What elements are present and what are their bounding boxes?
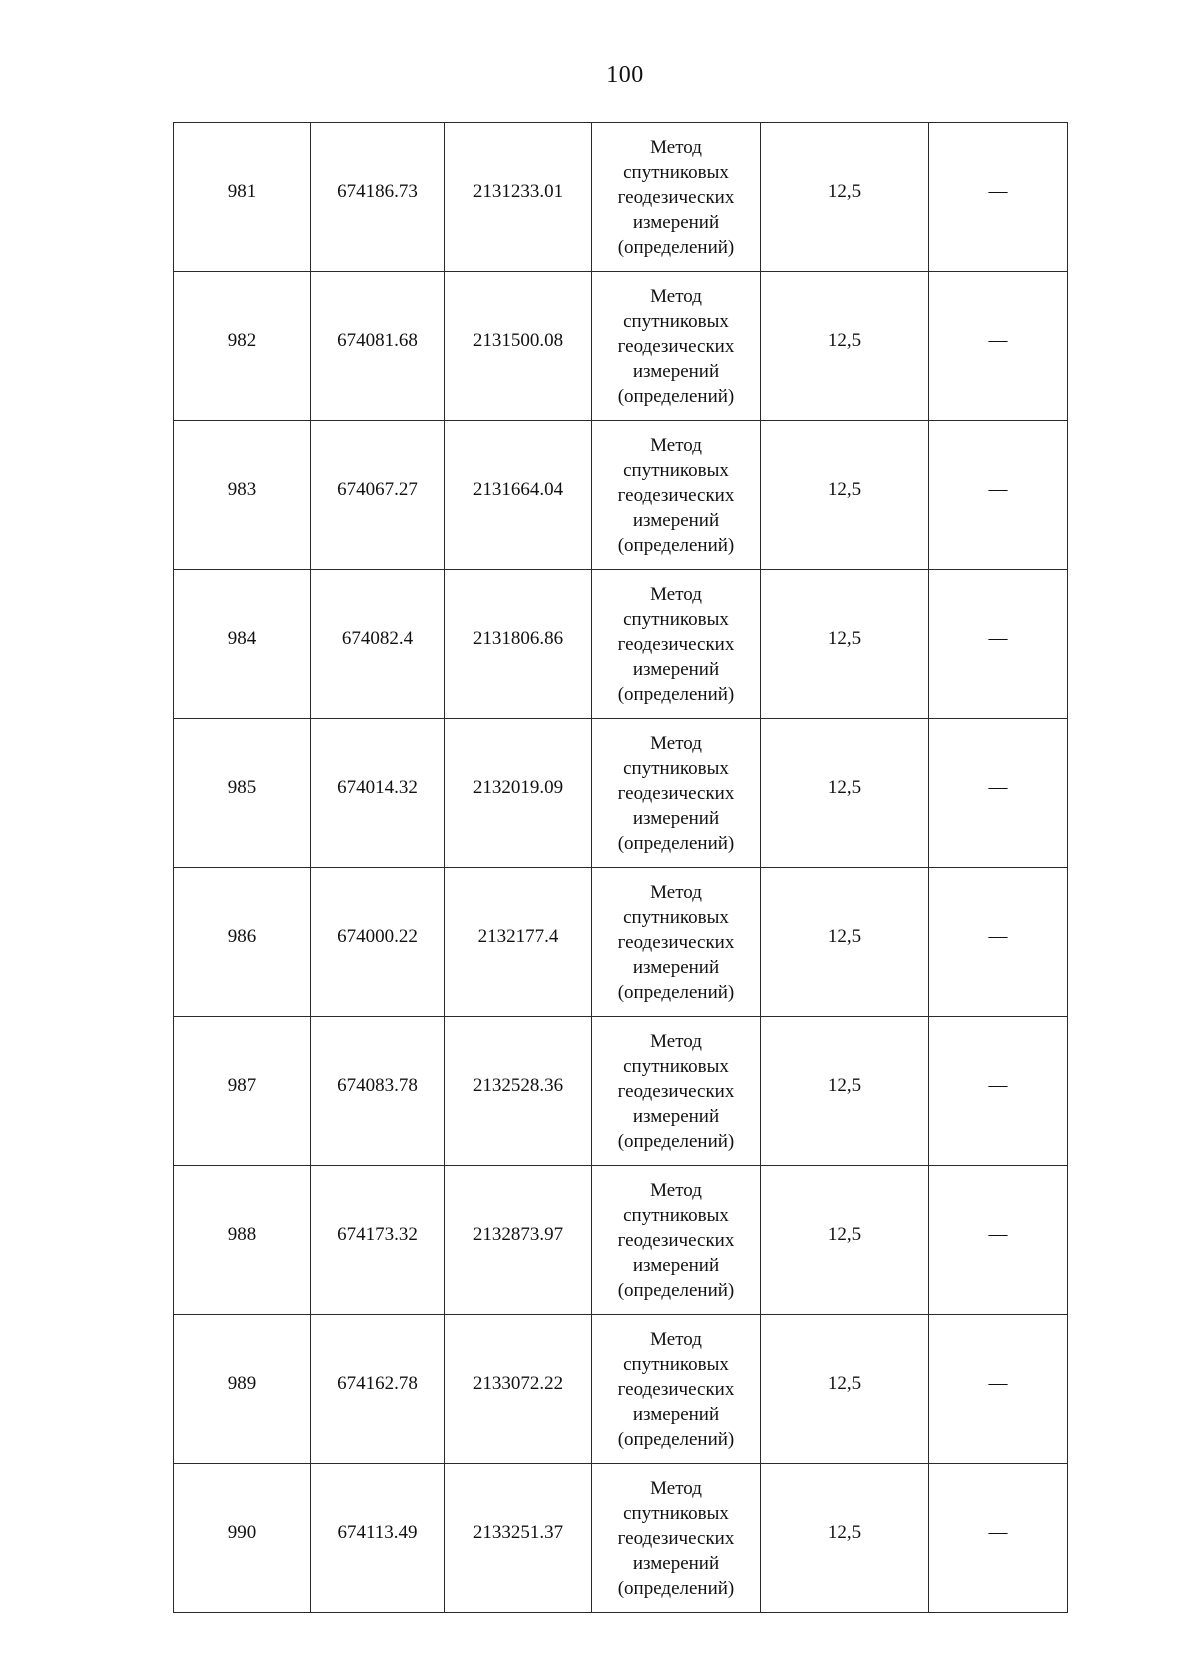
table-row [174, 123, 1068, 272]
note-dash: — [988, 181, 1008, 202]
point-number-cell [174, 1166, 311, 1315]
method-line: (определений) [617, 1279, 735, 1301]
method-cell [592, 123, 761, 272]
method-line: измерений [632, 1403, 720, 1425]
y-coordinate-cell [445, 123, 592, 272]
method-line: спутниковых [623, 459, 729, 481]
method-line: Метод [650, 583, 702, 605]
table-row [174, 570, 1068, 719]
method-line: спутниковых [623, 1055, 729, 1077]
y-coordinate-cell [445, 1017, 592, 1166]
method-line: (определений) [617, 1130, 735, 1152]
method-line: геодезических [617, 1378, 735, 1400]
table-row [174, 1166, 1068, 1315]
point-number-cell [174, 123, 311, 272]
x-coordinate-cell [311, 272, 445, 421]
error-cell [761, 1166, 929, 1315]
method-line: геодезических [617, 1527, 735, 1549]
y-coordinate: 2131664.04 [472, 479, 564, 500]
note-dash: — [988, 1373, 1008, 1394]
x-coordinate-cell [311, 1166, 445, 1315]
x-coordinate-cell [311, 1315, 445, 1464]
note-cell [929, 272, 1068, 421]
x-coordinate: 674173.32 [337, 1224, 418, 1245]
error-value: 12,5 [827, 628, 862, 649]
error-cell [761, 1464, 929, 1613]
method-line: спутниковых [623, 310, 729, 332]
method-line: измерений [632, 509, 720, 531]
note-dash: — [988, 1224, 1008, 1245]
method-line: (определений) [617, 1577, 735, 1599]
page-number: 100 [606, 62, 644, 88]
note-dash: — [988, 926, 1008, 947]
point-number: 989 [227, 1373, 257, 1394]
method-line: Метод [650, 1477, 702, 1499]
x-coordinate-cell [311, 1017, 445, 1166]
method-line: геодезических [617, 1229, 735, 1251]
error-value: 12,5 [827, 777, 862, 798]
method-line: измерений [632, 1105, 720, 1127]
point-number: 982 [227, 330, 257, 351]
method-line: измерений [632, 1552, 720, 1574]
x-coordinate: 674162.78 [337, 1373, 418, 1394]
method-line: Метод [650, 434, 702, 456]
method-line: Метод [650, 1179, 702, 1201]
method-line: (определений) [617, 832, 735, 854]
note-dash: — [988, 479, 1008, 500]
table-row [174, 1464, 1068, 1613]
error-cell [761, 123, 929, 272]
point-number: 988 [227, 1224, 257, 1245]
method-cell [592, 421, 761, 570]
y-coordinate: 2131806.86 [472, 628, 564, 649]
method-line: (определений) [617, 683, 735, 705]
method-cell [592, 272, 761, 421]
method-line: спутниковых [623, 161, 729, 183]
point-number-cell [174, 1017, 311, 1166]
x-coordinate-cell [311, 123, 445, 272]
method-line: геодезических [617, 335, 735, 357]
error-value: 12,5 [827, 479, 862, 500]
error-cell [761, 719, 929, 868]
x-coordinate: 674083.78 [337, 1075, 418, 1096]
point-number-cell [174, 570, 311, 719]
table-row [174, 868, 1068, 1017]
method-line: Метод [650, 1030, 702, 1052]
method-line: Метод [650, 1328, 702, 1350]
error-value: 12,5 [827, 181, 862, 202]
x-coordinate-cell [311, 421, 445, 570]
note-cell [929, 1464, 1068, 1613]
y-coordinate-cell [445, 272, 592, 421]
method-line: спутниковых [623, 608, 729, 630]
point-number: 990 [227, 1522, 257, 1543]
x-coordinate: 674186.73 [337, 181, 418, 202]
point-number-cell [174, 868, 311, 1017]
method-cell [592, 719, 761, 868]
note-cell [929, 1017, 1068, 1166]
method-line: измерений [632, 807, 720, 829]
note-dash: — [988, 777, 1008, 798]
point-number: 984 [227, 628, 257, 649]
point-number: 986 [227, 926, 257, 947]
table-row [174, 1315, 1068, 1464]
method-line: измерений [632, 658, 720, 680]
y-coordinate: 2133072.22 [472, 1373, 564, 1394]
method-line: Метод [650, 732, 702, 754]
method-line: Метод [650, 881, 702, 903]
error-cell [761, 1315, 929, 1464]
note-cell [929, 123, 1068, 272]
method-cell [592, 868, 761, 1017]
x-coordinate: 674067.27 [337, 479, 418, 500]
x-coordinate-cell [311, 1464, 445, 1613]
point-number: 985 [227, 777, 257, 798]
method-line: спутниковых [623, 906, 729, 928]
table-row [174, 1017, 1068, 1166]
method-line: (определений) [617, 1428, 735, 1450]
y-coordinate: 2133251.37 [472, 1522, 564, 1543]
note-dash: — [988, 628, 1008, 649]
error-value: 12,5 [827, 1373, 862, 1394]
note-dash: — [988, 1075, 1008, 1096]
table-row [174, 719, 1068, 868]
method-line: геодезических [617, 186, 735, 208]
point-number: 981 [227, 181, 257, 202]
method-line: геодезических [617, 782, 735, 804]
y-coordinate-cell [445, 1166, 592, 1315]
y-coordinate: 2132873.97 [472, 1224, 564, 1245]
note-cell [929, 868, 1068, 1017]
method-line: геодезических [617, 484, 735, 506]
error-value: 12,5 [827, 1522, 862, 1543]
method-line: спутниковых [623, 1353, 729, 1375]
note-cell [929, 1315, 1068, 1464]
y-coordinate: 2132528.36 [472, 1075, 564, 1096]
note-dash: — [988, 1522, 1008, 1543]
x-coordinate: 674014.32 [337, 777, 418, 798]
method-cell [592, 1464, 761, 1613]
method-line: (определений) [617, 236, 735, 258]
y-coordinate-cell [445, 868, 592, 1017]
error-cell [761, 868, 929, 1017]
y-coordinate-cell [445, 570, 592, 719]
method-line: спутниковых [623, 1502, 729, 1524]
error-value: 12,5 [827, 330, 862, 351]
error-cell [761, 1017, 929, 1166]
table-row [174, 272, 1068, 421]
y-coordinate: 2131500.08 [472, 330, 564, 351]
x-coordinate-cell [311, 868, 445, 1017]
y-coordinate-cell [445, 1464, 592, 1613]
y-coordinate: 2131233.01 [472, 181, 564, 202]
y-coordinate-cell [445, 1315, 592, 1464]
table-row [174, 421, 1068, 570]
method-cell [592, 1315, 761, 1464]
note-dash: — [988, 330, 1008, 351]
y-coordinate: 2132019.09 [472, 777, 564, 798]
table-body [174, 123, 1068, 1613]
method-line: геодезических [617, 1080, 735, 1102]
coordinates-table [173, 122, 1068, 1613]
method-line: измерений [632, 956, 720, 978]
method-line: Метод [650, 285, 702, 307]
method-line: (определений) [617, 385, 735, 407]
point-number-cell [174, 272, 311, 421]
method-line: спутниковых [623, 1204, 729, 1226]
error-value: 12,5 [827, 1224, 862, 1245]
x-coordinate: 674082.4 [341, 628, 414, 649]
point-number-cell [174, 1464, 311, 1613]
note-cell [929, 719, 1068, 868]
note-cell [929, 570, 1068, 719]
x-coordinate: 674000.22 [337, 926, 418, 947]
method-line: (определений) [617, 981, 735, 1003]
method-line: Метод [650, 136, 702, 158]
point-number-cell [174, 1315, 311, 1464]
point-number-cell [174, 421, 311, 570]
method-cell [592, 1017, 761, 1166]
x-coordinate: 674113.49 [337, 1522, 418, 1543]
point-number-cell [174, 719, 311, 868]
method-line: измерений [632, 1254, 720, 1276]
x-coordinate-cell [311, 570, 445, 719]
note-cell [929, 1166, 1068, 1315]
point-number: 983 [227, 479, 257, 500]
error-cell [761, 570, 929, 719]
point-number: 987 [227, 1075, 257, 1096]
method-line: спутниковых [623, 757, 729, 779]
method-line: (определений) [617, 534, 735, 556]
method-cell [592, 1166, 761, 1315]
y-coordinate-cell [445, 421, 592, 570]
x-coordinate: 674081.68 [337, 330, 418, 351]
error-cell [761, 272, 929, 421]
y-coordinate: 2132177.4 [477, 926, 559, 947]
y-coordinate-cell [445, 719, 592, 868]
method-line: измерений [632, 211, 720, 233]
method-line: геодезических [617, 633, 735, 655]
x-coordinate-cell [311, 719, 445, 868]
method-line: измерений [632, 360, 720, 382]
method-cell [592, 570, 761, 719]
method-line: геодезических [617, 931, 735, 953]
error-cell [761, 421, 929, 570]
note-cell [929, 421, 1068, 570]
error-value: 12,5 [827, 926, 862, 947]
error-value: 12,5 [827, 1075, 862, 1096]
